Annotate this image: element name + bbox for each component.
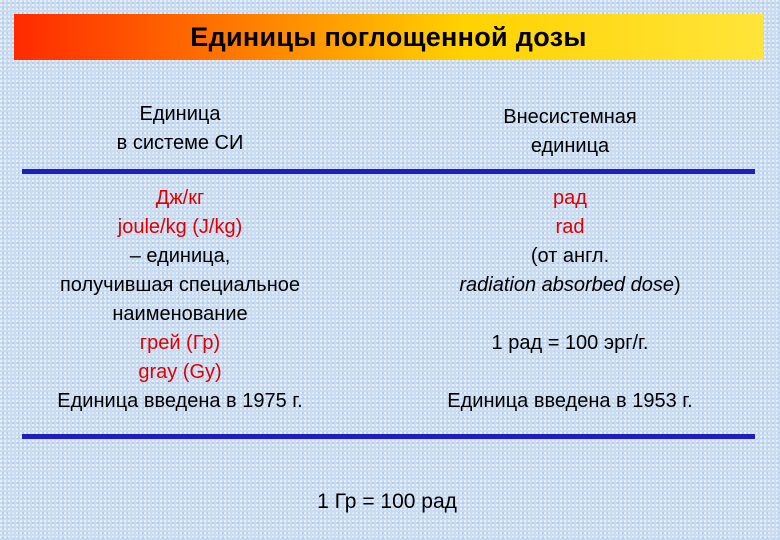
non-si-unit-symbol-en: rad: [555, 216, 585, 238]
non-si-header-line2: единица: [530, 135, 610, 157]
title-banner: [14, 14, 763, 60]
non-si-column-header: [385, 100, 755, 161]
si-desc-line2: получившая специальное: [59, 274, 301, 296]
gray-to-rad-conversion: 1 Гр = 100 рад: [317, 490, 457, 513]
non-si-origin-line2: [385, 271, 755, 300]
non-si-introduced-year: Единица введена в 1953 г.: [447, 390, 693, 412]
non-si-origin-phrase: radiation absorbed dose: [459, 274, 674, 296]
non-si-conversion: 1 рад = 100 эрг/г.: [491, 332, 649, 354]
non-si-unit-symbol-ru: рад: [553, 187, 587, 209]
si-introduced-year: Единица введена в 1975 г.: [57, 390, 303, 412]
si-desc-line3: наименование: [112, 303, 248, 325]
non-si-unit-description: [385, 184, 755, 416]
si-unit-name-ru: грей (Гр): [139, 332, 221, 354]
page-title: Единицы поглощенной дозы: [190, 21, 587, 52]
si-header-line1: Единица: [139, 103, 221, 125]
header-divider: [22, 169, 755, 174]
si-header-line2: в системе СИ: [116, 132, 244, 154]
si-unit-symbol: Дж/кг: [155, 187, 205, 209]
footer-divider: [22, 434, 755, 439]
non-si-origin-line1: (от англ.: [530, 245, 610, 267]
footer-conversion: [0, 490, 780, 514]
si-desc-line1: – единица,: [129, 245, 231, 267]
non-si-origin-close: ): [673, 274, 681, 296]
non-si-header-line1: Внесистемная: [503, 106, 637, 128]
si-column-header: [0, 100, 360, 158]
si-unit-english: joule/kg (J/kg): [117, 216, 243, 238]
si-unit-name-en: gray (Gy): [138, 361, 222, 383]
si-unit-description: [0, 184, 360, 416]
